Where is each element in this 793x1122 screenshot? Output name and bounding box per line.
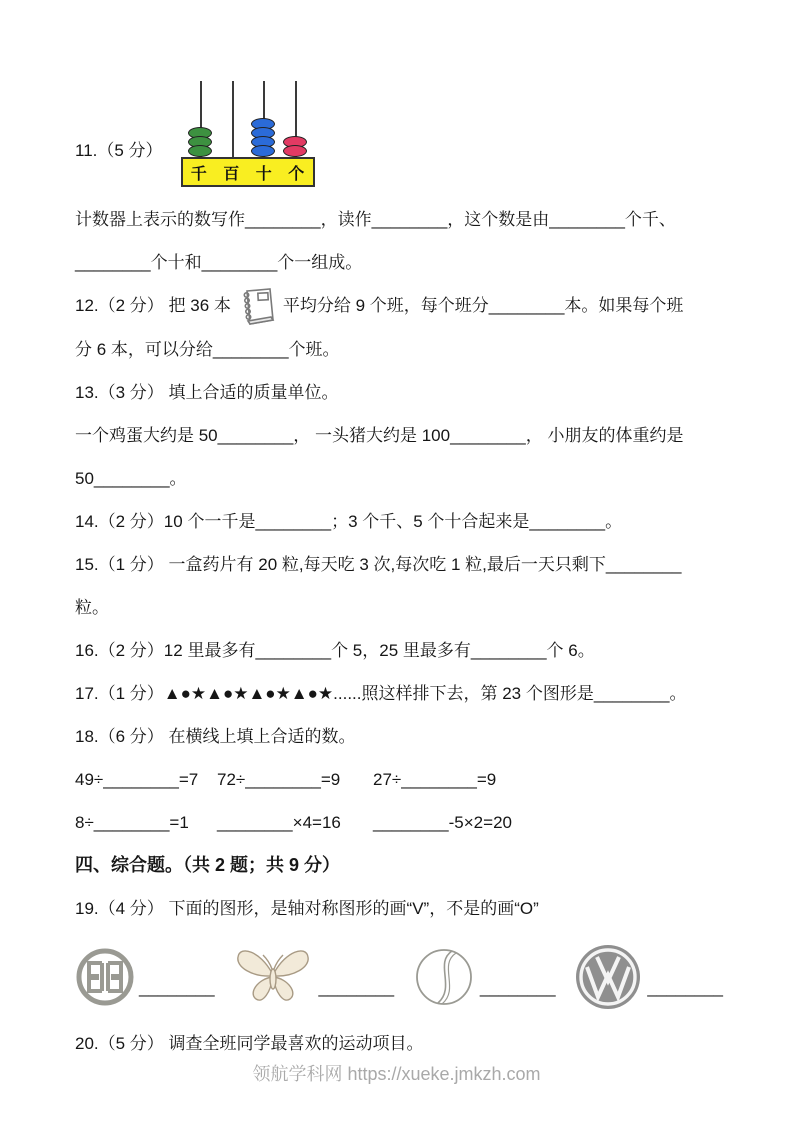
question-18-prompt: 18.（6 分） 在横线上填上合适的数。 [75, 726, 356, 746]
question-12-line1 [75, 284, 735, 328]
question-11-text-line1: 计数器上表示的数写作________，读作________，这个数是由________个千、 [75, 210, 676, 229]
abacus-counter [181, 81, 315, 187]
tennis-ball-icon [412, 945, 476, 1009]
abacus-column-label: 千 [190, 165, 207, 183]
question-14: 14.（2 分）10 个一千是________；3 个千、5 个十合起来是________。 [75, 511, 623, 531]
question-13-line1: 13.（3 分） 填上合适的质量单位。 [75, 382, 339, 402]
abacus-column-label: 十 [255, 165, 272, 183]
section-4-title: 四、综合题。（共 2 题；共 9 分） [75, 854, 341, 875]
question-17: 17.（1 分）▲●★▲●★▲●★▲●★......照这样排下去，第 23 个图形是________。 [75, 683, 687, 703]
abacus-column-label: 个 [288, 165, 305, 183]
abacus-rods [185, 81, 311, 157]
equation: ________-5×2=20 [373, 812, 512, 832]
question-20-prompt: 20.（5 分） 调查全班同学最喜欢的运动项目。 [75, 1033, 424, 1053]
question-11-label: 11.（5 分） [75, 140, 163, 160]
figure-icbc [75, 947, 215, 1007]
question-12-text-a: 12.（2 分） 把 36 本 [75, 296, 231, 315]
abacus-rod-column [248, 81, 280, 157]
equation: 72÷________=9 [217, 769, 341, 789]
abacus-bead [188, 145, 212, 157]
butterfly-icon [232, 939, 314, 1015]
equation: ________×4=16 [217, 812, 341, 832]
figure-vw [573, 942, 723, 1012]
question-15-line2: 粒。 [75, 597, 109, 617]
abacus-rod-column [216, 81, 248, 157]
answer-blank: ________ [647, 977, 723, 997]
question-11 [75, 80, 735, 188]
abacus-column-label: 百 [223, 165, 240, 183]
equation: 49÷________=7 [75, 769, 199, 789]
answer-blank: ________ [139, 977, 215, 997]
question-12-text-b: 平均分给 9 个班，每个班分________本。如果每个班 [282, 296, 684, 315]
equation: 27÷________=9 [373, 769, 497, 789]
question-15-line1: 15.（1 分） 一盒药片有 20 粒,每天吃 3 次,每次吃 1 粒,最后一天只剩下________ [75, 554, 682, 574]
abacus-rod-column [279, 81, 311, 157]
question-11-text-line2: ________个十和________个一组成。 [75, 253, 363, 272]
question-19-prompt: 19.（4 分） 下面的图形，是轴对称图形的画“V”，不是的画“O” [75, 898, 539, 918]
figure-butterfly [232, 939, 394, 1015]
question-13-line3: 50________。 [75, 468, 187, 488]
answer-blank: ________ [479, 977, 556, 997]
answer-blank: ________ [318, 977, 395, 997]
question-19-figures [75, 934, 723, 1020]
icbc-bank-logo-icon [75, 947, 135, 1007]
question-13-line2: 一个鸡蛋大约是 50________， 一头猪大约是 100________， 小朋友的体重约是 [75, 425, 684, 445]
vw-logo-icon [573, 942, 643, 1012]
abacus-bead [283, 145, 307, 157]
equation: 8÷________=1 [75, 812, 189, 832]
abacus-base [181, 157, 315, 187]
abacus-rod-column [185, 81, 217, 157]
abacus-bead [251, 145, 275, 157]
abacus-rod [232, 81, 234, 157]
site-watermark: 领航学科网 https://xueke.jmkzh.com [252, 1064, 541, 1084]
question-18-equations-row1 [75, 758, 735, 801]
notebook-icon [237, 286, 277, 328]
question-18-equations-row2 [75, 801, 735, 844]
question-16: 16.（2 分）12 里最多有________个 5，25 里最多有________个 6。 [75, 640, 595, 660]
question-12-line2: 分 6 本，可以分给________个班。 [75, 339, 340, 359]
figure-tennis-ball [412, 945, 556, 1009]
